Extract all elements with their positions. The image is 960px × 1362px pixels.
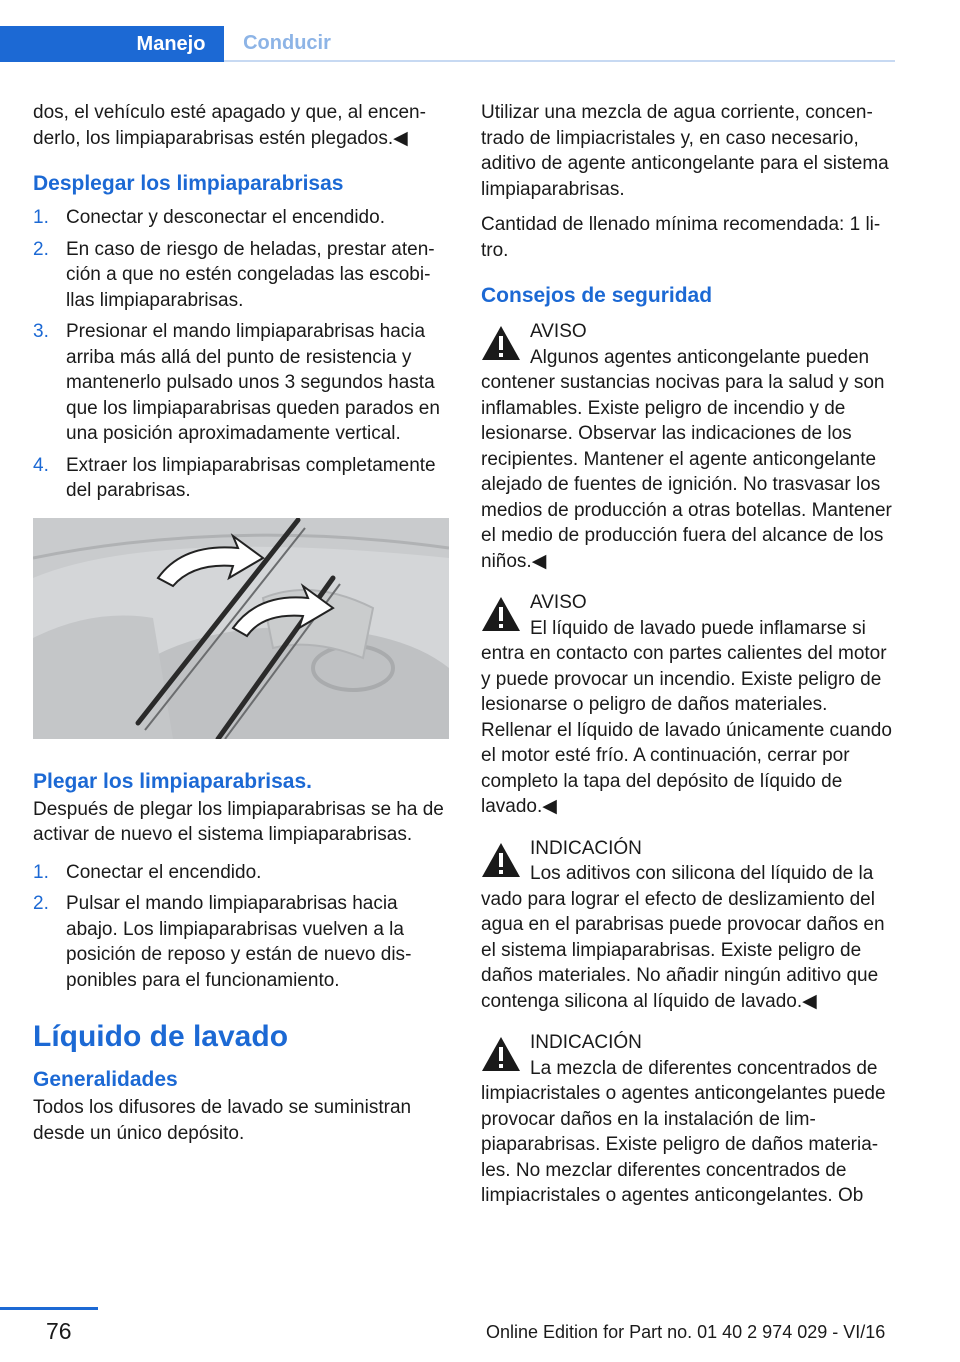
page-number: 76 <box>46 1318 72 1344</box>
fold-intro-paragraph: Después de plegar los limpiaparabrisas se ha de activar de nuevo el sistema limpiaparabrisas. <box>33 798 444 845</box>
notice-label: INDICACIÓN <box>530 837 642 859</box>
notice-block <box>481 1030 897 1209</box>
warning-block <box>481 590 897 820</box>
warning-triangle-icon <box>481 596 521 632</box>
left-column <box>33 100 449 1156</box>
heading-deploy-wipers: Desplegar los limpiaparabrisas <box>33 172 344 195</box>
warning-triangle-icon <box>481 325 521 361</box>
step-number: 1. <box>33 207 49 228</box>
warning-first-line: El líquido de lavado puede inflamarse si <box>530 617 866 639</box>
notice-block <box>481 836 897 1015</box>
list-item <box>33 205 449 231</box>
warning-body: entra en contacto con partes calientes del motor y puede provocar un incendio. Existe peligro de lesionarse o peligro de daños materiales. Rellenar el líquido de lavado únicamente cuando el motor esté frío. A continuación, cerrar por completo la tapa del depósito de líquido de lavado.◀ <box>481 643 892 817</box>
warning-triangle-icon <box>481 842 521 878</box>
step-text: Pulsar el mando limpiaparabrisas hacia abajo. Los limpiaparabrisas vuelven a la posición de reposo y están de nuevo disponibles para el funcionamiento. <box>66 893 412 991</box>
step-text: Presionar el mando limpiaparabrisas hacia arriba más allá del punto de resistencia y mantenerlo pulsado unos 3 segundos hasta que los limpiaparabrisas queden parados en una posición aproximadamente vertical. <box>66 321 440 444</box>
heading-fold-wipers: Plegar los limpiaparabrisas. <box>33 769 312 793</box>
wiper-figure <box>33 518 449 739</box>
quantity-paragraph: Cantidad de llenado mínima recomendada: 1 litro. <box>481 214 881 261</box>
notice-body: limpiacristales o agentes anticongelantes puede provocar daños en la instalación de limpiaparabrisas. Existe peligro de daños materiales. No mezclar diferentes concentrados de limpiacristales o agentes anticongelantes. Ob <box>481 1083 886 1206</box>
chapter-tab-bar <box>0 26 895 62</box>
step-number: 2. <box>33 238 49 260</box>
notice-first-line: La mezcla de diferentes concentrados de <box>530 1057 878 1079</box>
warning-label: AVISO <box>530 321 587 342</box>
fold-steps-list <box>33 860 449 994</box>
warning-block <box>481 319 897 574</box>
general-paragraph: Todos los difusores de lavado se suministran desde un único depósito. <box>33 1097 412 1144</box>
mix-paragraph: Utilizar una mezcla de agua corriente, concentrado de limpiacristales y, en caso necesario, aditivo de agente anticongelante para el sistema limpiaparabrisas. <box>481 102 889 200</box>
step-text: Conectar y desconectar el encendido. <box>66 207 385 228</box>
heading-safety: Consejos de seguridad <box>481 284 713 307</box>
list-item <box>33 891 449 993</box>
notice-label: INDICACIÓN <box>530 1032 642 1053</box>
warning-triangle-icon <box>481 1036 521 1072</box>
list-item <box>33 860 449 886</box>
step-number: 1. <box>33 861 49 883</box>
warning-label: AVISO <box>530 592 587 613</box>
intro-paragraph: dos, el vehículo esté apagado y que, al encenderlo, los limpiaparabrisas estén plegados.◀ <box>33 102 426 149</box>
tab-bar-divider <box>224 60 895 62</box>
step-text: Extraer los limpiaparabrisas completamente del parabrisas. <box>66 454 436 501</box>
list-item <box>33 453 449 504</box>
tab-manejo[interactable]: Manejo <box>118 26 224 62</box>
footer-accent-line <box>0 1307 98 1310</box>
step-text: Conectar el encendido. <box>66 861 262 883</box>
list-item <box>33 237 449 314</box>
warning-body: contener sustancias nocivas para la salud y son inflamables. Existe peligro de incendio y de lesionarse. Observar las indicaciones de los recipientes. Mantener el agente anticongelante alejado de fuentes de ignición. No trasvasar los medios de producción a otras botellas. Mantener el medio de producción fuera del alcance de los niños.◀ <box>481 372 892 572</box>
right-column <box>481 100 897 1225</box>
heading-general: Generalidades <box>33 1068 178 1091</box>
step-number: 2. <box>33 893 49 914</box>
edition-info: Online Edition for Part no. 01 40 2 974 029 - VI/16 <box>486 1322 886 1342</box>
deploy-steps-list <box>33 205 449 504</box>
notice-body: vado para lograr el efecto de deslizamiento del agua en el parabrisas puede provocar daños en el sistema limpiaparabrisas. Existe peligro de daños materiales. No añadir ningún aditivo que contenga silicona al líquido de lavado.◀ <box>481 888 885 1012</box>
step-number: 3. <box>33 321 49 342</box>
list-item <box>33 319 449 447</box>
tab-conducir[interactable]: Conducir <box>243 31 331 54</box>
warning-first-line: Algunos agentes anticongelante pueden <box>530 346 870 368</box>
tab-bar-accent <box>0 26 118 62</box>
wiper-illustration <box>33 518 449 739</box>
step-number: 4. <box>33 454 49 476</box>
heading-washer-fluid: Líquido de lavado <box>33 1020 289 1053</box>
step-text: En caso de riesgo de heladas, prestar atención a que no estén congeladas las escobillas limpiaparabrisas. <box>66 238 435 311</box>
notice-first-line: Los aditivos con silicona del líquido de la <box>530 863 874 884</box>
